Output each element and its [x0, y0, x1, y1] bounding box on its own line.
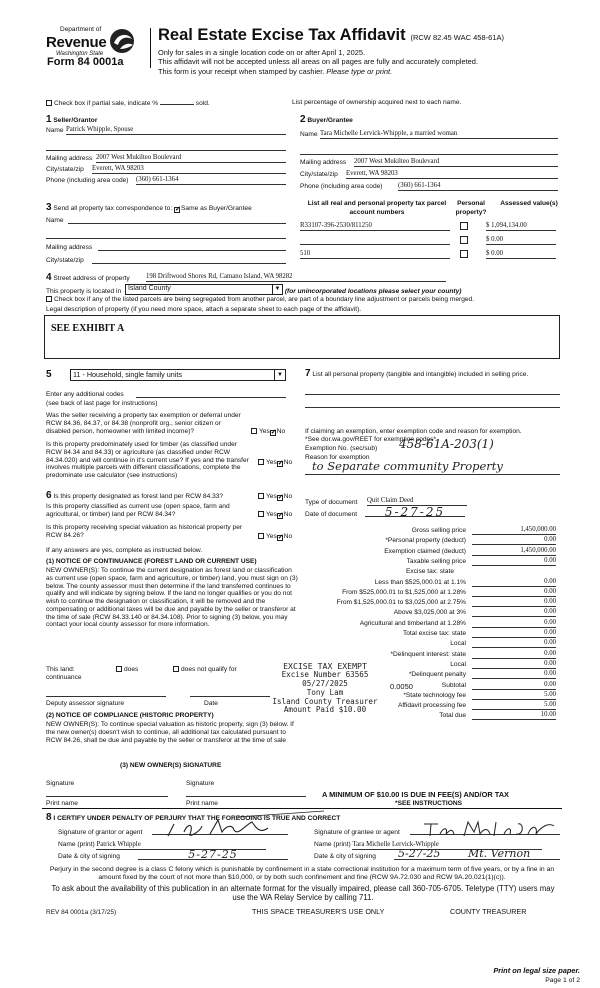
owner-signature-line-2[interactable]: [186, 796, 306, 797]
partial-sale-sold: sold.: [195, 100, 210, 107]
street-address-row: [46, 272, 560, 284]
stamp-line-6: Amount Paid $10.00: [283, 705, 367, 715]
q1-no-checkbox[interactable]: ✓: [270, 429, 277, 436]
s3-mailing-label: Mailing address: [46, 244, 93, 251]
tax-row: [300, 526, 558, 536]
grantee-name-label: Name (print): [314, 841, 351, 848]
s6q2-yes-checkbox[interactable]: [258, 511, 264, 517]
s6q3-no-checkbox[interactable]: ✓: [277, 534, 284, 541]
tax-row-value[interactable]: 0.00: [472, 681, 556, 690]
same-as-buyer-checkbox[interactable]: ✓: [175, 206, 181, 213]
s3-city-label: City/state/zip: [46, 257, 84, 264]
section7-num: 7: [305, 368, 311, 379]
seller-mailing-field[interactable]: 2007 West Mukilteo Boulevard: [96, 154, 286, 163]
segregated-checkbox[interactable]: [46, 296, 52, 302]
tax-row-label: Excise tax: state: [405, 568, 454, 576]
s6q1-yes-label: Yes: [266, 493, 277, 500]
s6q2-yesno: [258, 511, 292, 519]
new-owner-signature-heading: (3) NEW OWNER(S) SIGNATURE: [120, 762, 222, 769]
additional-codes-label: Enter any additional codes: [46, 391, 124, 398]
header-line-1: Only for sales in a single location code on or after April 1, 2025.: [158, 48, 366, 57]
forest-land-label: Is this property designated as forest land per RCW 84.33?: [53, 493, 224, 500]
s3-city-field[interactable]: [92, 263, 286, 264]
seller-name-field[interactable]: Patrick Whipple, Spouse: [66, 126, 286, 135]
partial-sale-checkbox[interactable]: [46, 100, 52, 106]
s6q2-yes-label: Yes: [266, 511, 277, 518]
buyer-name-label: Name: [300, 131, 318, 138]
seller-heading: [46, 114, 97, 126]
tax-row-value[interactable]: 0.00: [472, 608, 556, 617]
owner-signature-line-1[interactable]: [46, 796, 168, 797]
parcel-value-1[interactable]: $ 1,094,134.00: [486, 222, 556, 231]
legal-description-box[interactable]: [44, 315, 560, 359]
buyer-name-field[interactable]: Tara Michelle Lervick-Whipple, a married woman: [320, 130, 558, 139]
grantor-date-label: Date & city of signing: [58, 853, 120, 860]
seller-phone-label: Phone (including area code): [46, 177, 129, 184]
tax-row-label: From $1,525,000.01 to $3,025,000 at 2.75%: [336, 599, 466, 607]
parcel-number-1[interactable]: R33107-396-2530/811250: [300, 222, 450, 231]
section4-num: 4: [46, 272, 52, 283]
owner-print-label-2: Print name: [186, 800, 218, 807]
county-row: [46, 284, 461, 296]
chevron-down-icon[interactable]: ▼: [272, 285, 282, 294]
street-address-field[interactable]: 198 Driftwood Shores Rd, Camano Island, WA 98282: [146, 273, 446, 282]
personal-property-line-1[interactable]: [305, 394, 560, 395]
segregated-row: [46, 296, 474, 304]
local-rate: 0.0050: [390, 682, 413, 691]
q2-yesno: [258, 459, 292, 467]
s6q1-yesno: [258, 493, 292, 501]
historical-question: Is this property receiving special valuation as historical property per RCW 84.26?: [46, 524, 243, 539]
header-divider: [150, 28, 151, 68]
tax-row-value[interactable]: 0.00: [472, 639, 556, 648]
header-instructions: [158, 48, 578, 76]
header-line-3a: This form is your receipt when stamped by cashier.: [158, 66, 327, 76]
tax-row: [300, 547, 558, 557]
s3-mailing-field[interactable]: [98, 250, 286, 251]
parcel-value-3[interactable]: $ 0.00: [486, 250, 556, 259]
additional-codes-row: [46, 391, 286, 399]
partial-sale-label: Check box if partial sale, indicate %: [54, 100, 159, 107]
deputy-signature-line[interactable]: [46, 696, 166, 697]
tax-row-value[interactable]: 5.00: [472, 701, 556, 710]
doc-date-field[interactable]: 5-27-25: [365, 505, 465, 517]
tax-row-label: Gross selling price: [411, 527, 466, 534]
certify-label: I CERTIFY UNDER PENALTY OF PERJURY THAT THE FOREGOING IS TRUE AND CORRECT: [53, 815, 341, 822]
s6q3-yesno: [258, 533, 292, 541]
partial-sale-percent-field[interactable]: [160, 104, 194, 105]
s6q3-yes-checkbox[interactable]: [258, 533, 264, 539]
section6-num: 6: [46, 490, 52, 501]
tax-row-value[interactable]: 0.00: [472, 598, 556, 607]
tax-row-label: Subtotal: [441, 681, 466, 689]
does-option: [116, 666, 138, 674]
grantee-date-row: [314, 847, 560, 861]
unincorporated-note: (for unincorporated locations please select your county): [284, 288, 462, 295]
buyer-city-field[interactable]: Everett, WA 98203: [346, 170, 558, 179]
q1-yes-label: Yes: [259, 428, 270, 435]
buyer-mailing-field[interactable]: 2007 West Mukilteo Boulevard: [354, 158, 558, 167]
land-use-value: 11 - Household, single family units: [73, 370, 182, 379]
parcel-table: [300, 222, 560, 260]
deputy-signature-label: Deputy assessor signature: [46, 700, 125, 707]
buyer-heading: [300, 114, 353, 126]
tax-row-label: Above $3,025,000 at 3%: [393, 609, 466, 617]
tax-row-value[interactable]: 0.00: [472, 629, 556, 638]
tax-row-value[interactable]: [472, 567, 556, 575]
doc-date-row: [305, 505, 475, 519]
buyer-phone-label: Phone (including area code): [300, 183, 383, 190]
buyer-name-line-2[interactable]: [300, 148, 558, 155]
this-land-text: This land:: [46, 666, 75, 673]
tax-correspondence-label: Send all property tax correspondence to:: [53, 205, 173, 212]
grantee-date: 5-27-25: [398, 847, 441, 860]
grantee-city: Mt. Vernon: [468, 847, 531, 860]
seller-mailing-row: [46, 155, 286, 163]
tax-row: [300, 567, 558, 577]
dor-swirl-icon: [108, 27, 138, 55]
perjury-notice: Perjury in the second degree is a class C felony which is punishable by confinement in a state correctional institution for a maximum term of five years, or by a fine in an amount fixed by the court of not more than $10,000, or by both such confinement and fine (RCW 9A.72.030 and RCW 9A.20.021(1)(c)).: [49, 866, 555, 882]
stamp-line-4: Tony Lam: [306, 687, 344, 697]
logo-dept-line1: Department of: [60, 26, 102, 33]
grantee-date-field[interactable]: [394, 848, 560, 860]
see-instructions-note: *SEE INSTRUCTIONS: [395, 800, 463, 807]
deputy-date-line[interactable]: [190, 696, 270, 697]
seller-mailing-label: Mailing address: [46, 155, 93, 162]
continuance-body: NEW OWNER(S): To continue the current designation as forest land or classification as current use (open space, farm and agriculture, or timber) land, you must sign on (3) below. The county assessor must then determine if the land transferred continues to qualify and will indicate by signing below. If the land no longer qualifies or you do not wish to continue the designation or classification, it will be removed and the compensating or additional taxes will be due and payable by the seller or transferor at the time of sale (RCW 84.33.140 or 84.34.108). Prior to signing (3) below, you may contact your local county assessor for more information.: [46, 567, 298, 629]
grantee-name-field[interactable]: Tara Michelle Lervick-Whipple: [352, 841, 542, 850]
s6q1-no-label: No: [283, 493, 293, 500]
doc-type-label: Type of document: [305, 499, 358, 506]
buyer-heading-label: Buyer/Grantee: [307, 117, 353, 124]
header-line-3: [158, 67, 578, 76]
seller-city-label: City/state/zip: [46, 166, 84, 173]
seller-city-row: [46, 166, 286, 174]
grantor-name-field[interactable]: Patrick Whipple: [96, 841, 266, 850]
deputy-date-label: Date: [204, 700, 218, 707]
tax-row: [300, 557, 558, 567]
current-use-question: Is this property classified as current use (open space, farm and agricultural, or timber) land per RCW 84.34?: [46, 503, 230, 518]
form-title-line: [158, 26, 504, 46]
tax-row-label: Affidavit processing fee: [397, 702, 466, 710]
does-not-checkbox[interactable]: [173, 666, 179, 672]
header-line-2: This affidavit will not be accepted unless all areas on all pages are fully and accurately completed.: [158, 57, 478, 67]
tax-row-label: *Delinquent interest: state: [390, 650, 466, 658]
parcel-number-2[interactable]: [300, 236, 450, 245]
buyer-phone-field[interactable]: (360) 661-1364: [398, 182, 558, 191]
alt-format-notice: To ask about the availability of this publication in an alternate format for the visually impaired, please call 360-705-6705. Teletype (TTY) users may use the WA Relay Service by calling 711.: [51, 884, 555, 903]
minimum-due-note: A MINIMUM OF $10.00 IS DUE IN FEE(S) AND/OR TAX: [322, 790, 509, 799]
buyer-city-label: City/state/zip: [300, 171, 338, 178]
legal-description-label: Legal description of property (if you need more space, attach a separate sheet to each page of the affidavit).: [46, 306, 362, 313]
owner-sig-label-1: Signature: [46, 780, 75, 787]
exemption-text: If claiming an exemption, enter exemption code and reason for exemption. *See dor.wa.gov/REET for exemption codes*: [305, 428, 522, 443]
tax-row-label: *Delinquent penalty: [408, 671, 466, 679]
exemption-question: Was the seller receiving a property tax exemption or deferral under RCW 84.36, 84.37, or 84.38 (nonprofit org., senior citizen or disabled person, homeowner with limited income)?: [46, 412, 241, 435]
buyer-num: 2: [300, 114, 306, 125]
buyer-phone-row: [300, 183, 558, 191]
tax-row: [300, 536, 558, 546]
does-label: does: [124, 666, 139, 673]
tax-row: [300, 619, 558, 629]
timber-question: Is this property predominately used for timber (as classified under RCW 84.34 and 84.33) or agriculture (as classified under RCW 84.34.020) and will continue in it's current use? If yes and the transfer involves multiple parcels with different classifications, complete the predominate use calculator (see instructions): [46, 441, 249, 480]
additional-codes-field[interactable]: [136, 397, 286, 398]
buyer-name-row: [300, 131, 558, 139]
county-select[interactable]: [125, 284, 283, 295]
tax-row-value[interactable]: 0.00: [472, 536, 556, 545]
tax-row-label: Taxable selling price: [406, 557, 466, 565]
page-number: Page 1 of 2: [545, 977, 580, 984]
q2-no-label: No: [283, 459, 293, 466]
personal-property-col-header: Personal property?: [455, 200, 487, 216]
s6q1-yes-checkbox[interactable]: [258, 493, 264, 499]
s3-city-row: [46, 257, 286, 265]
revision-number: REV 84 0001a (3/17/25): [46, 909, 117, 916]
treasurer-use-only: THIS SPACE TREASURER'S USE ONLY: [252, 907, 385, 916]
section5-num-text: 5: [46, 369, 52, 380]
section8-num: 8: [46, 812, 52, 823]
tax-row-value[interactable]: 10.00: [472, 711, 556, 720]
s6q2-no-label: No: [283, 511, 293, 518]
stamp-line-5: Island County Treasurer: [272, 696, 378, 706]
section3-num: 3: [46, 202, 52, 213]
parcel-number-3[interactable]: 510: [300, 250, 450, 259]
stamp-line-3: 05/27/2025: [302, 679, 348, 689]
reason-line[interactable]: [305, 474, 560, 475]
form-title: Real Estate Excise Tax Affidavit: [158, 26, 406, 44]
s6q3-no-label: No: [283, 533, 293, 540]
s6q2-no-checkbox[interactable]: ✓: [277, 512, 284, 519]
exemption-number[interactable]: 458-61A-203(1): [399, 437, 494, 451]
seller-name-line-2[interactable]: [46, 144, 286, 151]
does-checkbox[interactable]: [116, 666, 122, 672]
parcel-col-header: List all real and personal property tax parcel account numbers: [307, 200, 447, 216]
segregated-label: Check box if any of the listed parcels are being segregated from another parcel, are part of a boundary line adjustment or parcels being merged.: [54, 296, 475, 303]
tax-row-label: Less than $525,000.01 at 1.1%: [374, 578, 466, 586]
tax-row: [300, 578, 558, 588]
tax-row-value[interactable]: 0.00: [472, 670, 556, 679]
buyer-city-row: [300, 171, 558, 179]
tax-row-label: *Personal property (deduct): [385, 537, 466, 545]
treasurer-stamp: [264, 662, 386, 715]
tax-row: [300, 639, 558, 649]
tax-row-value[interactable]: 0.00: [472, 578, 556, 587]
grantor-name-label: Name (print): [58, 841, 95, 848]
s3-name-field[interactable]: [68, 223, 286, 224]
form-number: Form 84 0001a: [47, 56, 124, 68]
answers-yes-note: If any answers are yes, complete as instructed below.: [46, 547, 203, 554]
tax-row-label: Local: [450, 660, 466, 668]
stamp-line-1: EXCISE TAX EXEMPT: [283, 661, 367, 671]
q1-yesno: [251, 428, 285, 436]
legal-size-note: Print on legal size paper.: [493, 966, 580, 975]
does-not-label: does not qualify for: [181, 666, 237, 673]
tax-row-value[interactable]: 0.00: [472, 557, 556, 566]
historic-title: (2) NOTICE OF COMPLIANCE (HISTORIC PROPERTY): [46, 712, 214, 719]
seller-city-field[interactable]: Everett, WA 98203: [92, 165, 286, 174]
personal-property-row: [305, 368, 560, 381]
buyer-mailing-label: Mailing address: [300, 159, 347, 166]
partial-sale-row: [46, 100, 210, 108]
exemption-reason[interactable]: to Separate community Property: [312, 459, 503, 473]
grantee-signature: [420, 816, 560, 840]
grantee-sig-label: Signature of grantee or agent: [314, 829, 400, 836]
street-address-label: Street address of property: [53, 275, 130, 282]
assessed-value-col-header: Assessed value(s): [500, 200, 558, 207]
seller-name-row: [46, 127, 286, 135]
q2-yes-checkbox[interactable]: [258, 459, 264, 465]
parcel-personal-1[interactable]: [460, 222, 470, 232]
tax-row: [300, 629, 558, 639]
s6q1-no-checkbox[interactable]: ✓: [277, 494, 284, 501]
list-percentage-note: List percentage of ownership acquired next to each name.: [292, 99, 462, 106]
grantor-signature: [160, 816, 280, 840]
doc-date-label: Date of document: [305, 511, 358, 518]
tax-row-label: Exemption claimed (deduct): [384, 547, 466, 555]
doc-type-field[interactable]: Quit Claim Deed: [367, 497, 467, 506]
seller-num: 1: [46, 114, 52, 125]
tax-row-label: Total due: [439, 712, 466, 720]
seller-heading-label: Seller/Grantor: [53, 117, 98, 124]
see-back-note: (see back of last page for instructions): [46, 400, 158, 407]
continuance-title: (1) NOTICE OF CONTINUANCE (FOREST LAND OR CURRENT USE): [46, 558, 257, 565]
tax-row-label: Agricultural and timberland at 1.28%: [359, 619, 466, 627]
stamp-line-2: Excise Number 63565: [281, 670, 369, 680]
county-label: This property is located in: [46, 288, 122, 295]
parcel-personal-2[interactable]: [460, 236, 470, 246]
q2-no-checkbox[interactable]: ✓: [277, 460, 284, 467]
continuance-text: continuance: [46, 673, 82, 681]
personal-property-label: List all personal property (tangible and intangible) included in selling price.: [312, 371, 529, 378]
tax-row: [300, 598, 558, 608]
parcel-personal-3[interactable]: [460, 250, 470, 260]
grantor-date-field[interactable]: 5-27-25: [138, 848, 288, 860]
buyer-mailing-row: [300, 159, 558, 167]
parcel-value-2[interactable]: $ 0.00: [486, 236, 556, 245]
logo-revenue: Revenue: [46, 34, 107, 51]
tax-row: [300, 588, 558, 598]
tax-row-label: Total excise tax: state: [402, 630, 466, 637]
exemption-no-label: Exemption No. (sec/sub): [305, 445, 378, 452]
legal-description-text: SEE EXHIBIT A: [51, 323, 125, 334]
tax-correspondence-row: [46, 202, 252, 214]
tax-row-value[interactable]: 0.00: [472, 660, 556, 669]
grantor-sig-label: Signature of grantor or agent: [58, 829, 143, 836]
tax-row: [300, 650, 558, 660]
tax-row-value[interactable]: 0.00: [472, 619, 556, 628]
q2-yes-label: Yes: [266, 459, 277, 466]
s3-name-label: Name: [46, 217, 64, 224]
same-as-buyer-label: Same as Buyer/Grantee: [181, 205, 252, 212]
owner-print-label-1: Print name: [46, 800, 78, 807]
land-use-select[interactable]: [70, 369, 286, 381]
q1-no-label: No: [276, 428, 286, 435]
seller-phone-field[interactable]: (360) 661-1364: [136, 176, 286, 185]
this-land-label: [46, 666, 82, 682]
owner-sig-label-2: Signature: [186, 780, 215, 787]
county-treasurer-label: COUNTY TREASURER: [450, 907, 527, 916]
s3-mailing-row: [46, 244, 286, 252]
seller-name-label: Name: [46, 127, 64, 134]
section5-num: [46, 369, 52, 381]
form-rcw: (RCW 82.45 WAC 458-61A): [410, 33, 504, 42]
tax-row-value[interactable]: 0.00: [472, 650, 556, 659]
q1-yes-checkbox[interactable]: [251, 428, 257, 434]
tax-row-label: *State technology fee: [403, 691, 466, 699]
tax-row-value[interactable]: 5.00: [472, 691, 556, 700]
seller-phone-row: [46, 177, 286, 185]
s3-name-row: [46, 217, 286, 225]
s6q3-yes-label: Yes: [266, 533, 277, 540]
reason-label: Reason for exemption: [305, 454, 370, 461]
tax-row-value[interactable]: 0.00: [472, 588, 556, 597]
grantor-date-row: [58, 848, 288, 861]
header-line-3b: Please type or print.: [326, 66, 393, 76]
historic-body: NEW OWNER(S): To continue special valuation as historic property, sign (3) below. If the new owner(s) doesn't wish to continue, all additional tax calculated pursuant to RCW 84.26, shall be due and payable by the seller or transferor at the time of sale: [46, 721, 294, 744]
tax-row-label: From $525,000.01 to $1,525,000 at 1.28%: [342, 588, 466, 596]
tax-row: [300, 608, 558, 618]
tax-row-value[interactable]: 1,450,000.00: [472, 526, 556, 535]
tax-row-value[interactable]: 1,450,000.00: [472, 547, 556, 556]
logo-state: Washington State: [56, 51, 104, 57]
grantee-date-label: Date & city of signing: [314, 853, 376, 860]
tax-row-label: Local: [450, 640, 466, 648]
does-not-option: [173, 666, 237, 674]
personal-property-line-2[interactable]: [305, 407, 560, 408]
county-select-value: Island County: [127, 285, 171, 292]
s3-name-line-2[interactable]: [46, 234, 286, 239]
chevron-down-icon[interactable]: ▼: [274, 370, 285, 380]
